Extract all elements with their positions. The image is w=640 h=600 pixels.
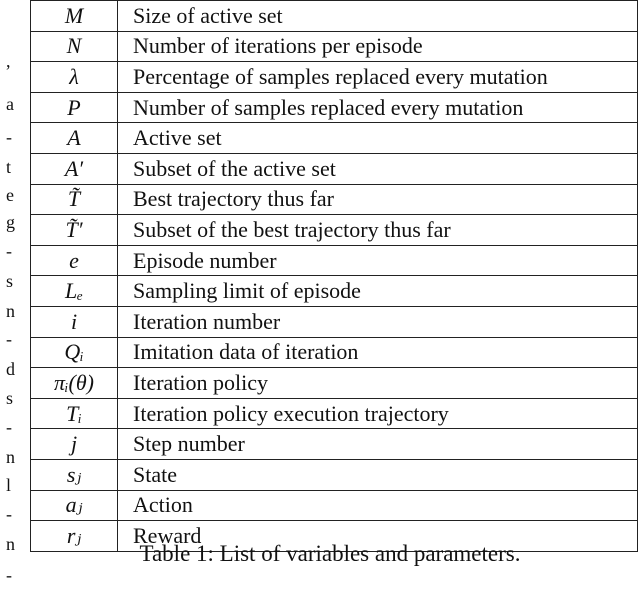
margin-text-fragment: e (6, 185, 14, 205)
variable-description: Percentage of samples replaced every mutation (118, 62, 638, 93)
variable-description: Reward (118, 521, 638, 552)
variable-symbol: N (31, 31, 118, 62)
variables-table-body (31, 1, 638, 552)
variables-table (30, 0, 638, 552)
variable-symbol: A (31, 123, 118, 154)
variable-symbol: M (31, 1, 118, 32)
variable-symbol: Tᵢ (31, 398, 118, 429)
table-row (31, 245, 638, 276)
variable-description: Iteration policy (118, 368, 638, 399)
variable-symbol: aⱼ (31, 490, 118, 521)
table-row (31, 31, 638, 62)
margin-text-fragment: n (6, 534, 15, 554)
table-row (31, 153, 638, 184)
variable-symbol: rⱼ (31, 521, 118, 552)
variable-description: Episode number (118, 245, 638, 276)
table-row (31, 398, 638, 429)
variable-symbol: λ (31, 62, 118, 93)
variable-symbol: T̃′ (31, 215, 118, 246)
margin-text-fragment: - (6, 329, 12, 349)
table-row (31, 215, 638, 246)
variable-description: Step number (118, 429, 638, 460)
table-row (31, 276, 638, 307)
margin-text-fragment: g (6, 212, 15, 232)
table-row (31, 490, 638, 521)
variable-symbol: T̃ (31, 184, 118, 215)
variable-description: State (118, 459, 638, 490)
table-row (31, 306, 638, 337)
margin-text-fragment: s (6, 271, 14, 291)
variable-description: Sampling limit of episode (118, 276, 638, 307)
margin-text-fragment: , (6, 51, 11, 71)
table-row (31, 92, 638, 123)
margin-text-fragment: - (6, 241, 12, 261)
variable-description: Subset of the best trajectory thus far (118, 215, 638, 246)
table-row (31, 184, 638, 215)
margin-text-fragment: n (6, 447, 15, 467)
table-row (31, 62, 638, 93)
variable-description: Subset of the active set (118, 153, 638, 184)
variable-description: Best trajectory thus far (118, 184, 638, 215)
variable-symbol: A′ (31, 153, 118, 184)
variable-description: Active set (118, 123, 638, 154)
table-caption: Table 1: List of variables and parameters. (139, 541, 521, 566)
variable-symbol: Lₑ (31, 276, 118, 307)
variable-description: Number of iterations per episode (118, 31, 638, 62)
table-row (31, 459, 638, 490)
variable-symbol: sⱼ (31, 459, 118, 490)
variable-symbol: i (31, 306, 118, 337)
variable-description: Number of samples replaced every mutation (118, 92, 638, 123)
variable-description: Iteration number (118, 306, 638, 337)
table-row (31, 123, 638, 154)
variable-symbol: j (31, 429, 118, 460)
table-row (31, 368, 638, 399)
variable-description: Iteration policy execution trajectory (118, 398, 638, 429)
table-row (31, 429, 638, 460)
variable-description: Size of active set (118, 1, 638, 32)
table-row (31, 337, 638, 368)
margin-text-fragment: t (6, 157, 12, 177)
variable-symbol: Qᵢ (31, 337, 118, 368)
variable-symbol: e (31, 245, 118, 276)
variable-description: Action (118, 490, 638, 521)
margin-text-fragment: - (6, 127, 12, 147)
margin-text-fragment: - (6, 565, 12, 585)
clipped-body-text-fragments (0, 0, 24, 600)
margin-text-fragment: d (6, 359, 15, 379)
variable-description: Imitation data of iteration (118, 337, 638, 368)
margin-text-fragment: l (6, 475, 12, 495)
margin-text-fragment: a (6, 94, 14, 114)
variable-symbol: πᵢ(θ) (31, 368, 118, 399)
variable-symbol: P (31, 92, 118, 123)
table-row (31, 1, 638, 32)
margin-text-fragment: n (6, 301, 15, 321)
margin-text-fragment: s (6, 388, 14, 408)
margin-text-fragment: - (6, 417, 12, 437)
margin-text-fragment: - (6, 504, 12, 524)
